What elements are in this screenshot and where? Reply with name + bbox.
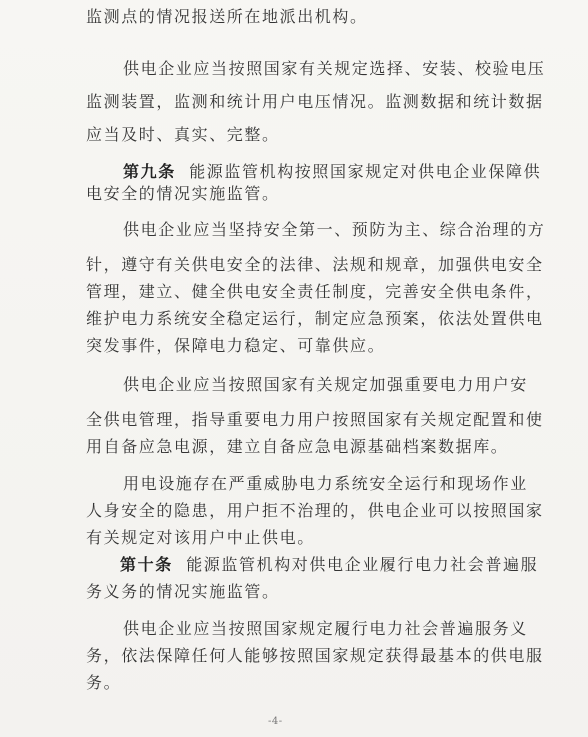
spacer: [176, 162, 189, 181]
text-line: [123, 476, 528, 492]
line-text: 能源监管机构对供电企业履行电力社会普遍服: [186, 555, 539, 574]
text-line: [86, 648, 544, 664]
line-text: 监测点的情况报送所在地派出机构。: [86, 7, 368, 26]
text-line: [86, 503, 544, 519]
line-text: 针，遵守有关供电安全的法律、法规和规章，加强供电安全: [86, 255, 544, 274]
line-text: 用电设施存在严重威胁电力系统安全运行和现场作业: [123, 474, 528, 493]
text-line: [86, 284, 544, 300]
article-number: 第九条: [123, 162, 176, 181]
line-text: 供电企业应当按照国家有关规定选择、安装、校验电压: [123, 59, 546, 78]
text-line: [86, 311, 544, 327]
line-text: 供电企业应当按照国家规定履行电力社会普遍服务义: [123, 619, 528, 638]
text-line: [86, 338, 385, 354]
article-number: 第十条: [120, 555, 173, 574]
text-line: [123, 164, 541, 180]
text-line: [123, 61, 545, 77]
line-text: 供电企业应当坚持安全第一、预防为主、综合治理的方: [123, 220, 546, 239]
line-text: 应当及时、真实、完整。: [86, 125, 280, 144]
line-text: 用自备应急电源，建立自备应急电源基础档案数据库。: [86, 437, 509, 456]
text-line: [123, 377, 528, 393]
line-text: 监测装置，监测和统计用户电压情况。监测数据和统计数据: [86, 92, 544, 111]
text-line: [86, 257, 544, 273]
text-line: [86, 9, 368, 25]
text-line: [86, 186, 280, 202]
text-line: [123, 222, 545, 238]
spacer: [173, 555, 186, 574]
text-line: [86, 412, 544, 428]
line-text: 维护电力系统安全稳定运行，制定应急预案，依法处置供电: [86, 309, 544, 328]
text-line: [86, 439, 508, 455]
text-line: [86, 530, 315, 546]
page-number: -4-: [268, 716, 283, 727]
line-text: 务。: [86, 673, 122, 692]
line-text: 电安全的情况实施监管。: [86, 184, 280, 203]
line-text: 能源监管机构按照国家规定对供电企业保障供: [189, 162, 542, 181]
line-text: 人身安全的隐患，用户拒不治理的，供电企业可以按照国家: [86, 501, 544, 520]
text-line: [86, 584, 280, 600]
text-line: [86, 127, 280, 143]
line-text: 供电企业应当按照国家有关规定加强重要电力用户安: [123, 375, 528, 394]
line-text: 突发事件，保障电力稳定、可靠供应。: [86, 336, 386, 355]
line-text: 务，依法保障任何人能够按照国家规定获得最基本的供电服: [86, 646, 544, 665]
line-text: 有关规定对该用户中止供电。: [86, 528, 315, 547]
text-line: [86, 94, 544, 110]
text-line: [123, 621, 528, 637]
line-text: 管理，建立、健全供电安全责任制度，完善安全供电条件，: [86, 282, 544, 301]
line-text: 务义务的情况实施监管。: [86, 582, 280, 601]
text-line: [120, 557, 538, 573]
text-line: [86, 675, 121, 691]
line-text: 全供电管理，指导重要电力用户按照国家有关规定配置和使: [86, 410, 544, 429]
